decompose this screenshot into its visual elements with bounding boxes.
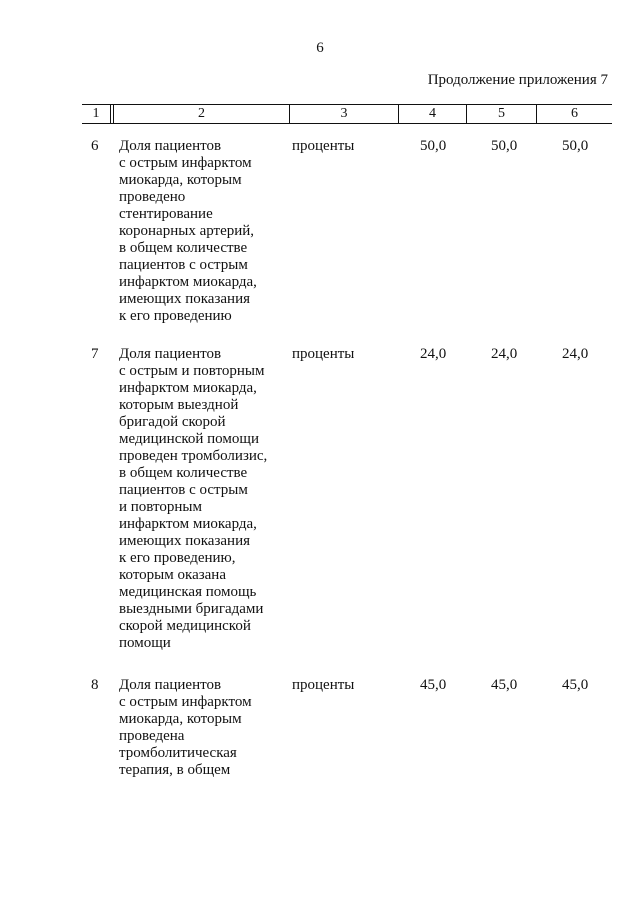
- value-col-6: 24,0: [562, 346, 589, 362]
- name-line: коронарных артерий,: [119, 223, 255, 239]
- header-col-5: 5: [498, 106, 505, 121]
- indicator-name: [119, 346, 289, 652]
- page-number: 6: [316, 40, 324, 56]
- value-col-4: 45,0: [420, 677, 447, 693]
- header-col-4: 4: [429, 106, 436, 121]
- value-col-6: 50,0: [562, 138, 589, 154]
- name-line: миокарда, которым: [119, 711, 242, 727]
- name-line: пациентов с острым: [119, 482, 248, 498]
- name-line: имеющих показания: [119, 291, 250, 307]
- value-col-4: 50,0: [420, 138, 447, 154]
- unit-cell: проценты: [292, 677, 355, 693]
- name-line: медицинская помощь: [119, 584, 257, 600]
- header-col-2: 2: [198, 106, 205, 121]
- name-line: миокарда, которым: [119, 172, 242, 188]
- name-line: к его проведению,: [119, 550, 236, 566]
- name-line: скорой медицинской: [119, 618, 251, 634]
- name-line: которым оказана: [119, 567, 226, 583]
- name-line: которым выездной: [119, 397, 239, 413]
- unit-cell: проценты: [292, 138, 355, 154]
- header-divider: [110, 105, 111, 123]
- continuation-label: Продолжение приложения 7: [427, 72, 608, 88]
- name-line: тромболитическая: [119, 745, 237, 761]
- name-line: терапия, в общем: [119, 762, 231, 778]
- name-line: Доля пациентов: [119, 677, 222, 693]
- value-col-6: 45,0: [562, 677, 589, 693]
- name-line: Доля пациентов: [119, 346, 222, 362]
- name-line: инфарктом миокарда,: [119, 380, 257, 396]
- name-line: имеющих показания: [119, 533, 250, 549]
- name-line: в общем количестве: [119, 465, 248, 481]
- name-line: проведено: [119, 189, 186, 205]
- indicator-name: [119, 138, 289, 325]
- name-line: инфарктом миокарда,: [119, 274, 257, 290]
- name-line: выездными бригадами: [119, 601, 264, 617]
- name-line: бригадой скорой: [119, 414, 226, 430]
- header-col-6: 6: [571, 106, 578, 121]
- name-line: пациентов с острым: [119, 257, 248, 273]
- name-line: в общем количестве: [119, 240, 248, 256]
- name-line: проведен тромболизис,: [119, 448, 268, 464]
- name-line: помощи: [119, 635, 171, 651]
- name-line: стентирование: [119, 206, 213, 222]
- row-number: 8: [91, 677, 99, 693]
- header-col-3: 3: [340, 106, 348, 121]
- unit-cell: проценты: [292, 346, 355, 362]
- row-number: 7: [91, 346, 99, 362]
- name-line: проведена: [119, 728, 185, 744]
- name-line: Доля пациентов: [119, 138, 222, 154]
- name-line: с острым инфарктом: [119, 155, 252, 171]
- name-line: к его проведению: [119, 308, 232, 324]
- value-col-5: 50,0: [491, 138, 518, 154]
- indicator-name: [119, 677, 289, 779]
- name-line: с острым и повторным: [119, 363, 265, 379]
- header-col-1: 1: [92, 106, 100, 121]
- table-header: [82, 104, 612, 124]
- value-col-5: 45,0: [491, 677, 518, 693]
- value-col-4: 24,0: [420, 346, 447, 362]
- value-col-5: 24,0: [491, 346, 518, 362]
- name-line: и повторным: [119, 499, 202, 515]
- name-line: медицинской помощи: [119, 431, 259, 447]
- name-line: инфарктом миокарда,: [119, 516, 257, 532]
- row-number: 6: [91, 138, 99, 154]
- name-line: с острым инфарктом: [119, 694, 252, 710]
